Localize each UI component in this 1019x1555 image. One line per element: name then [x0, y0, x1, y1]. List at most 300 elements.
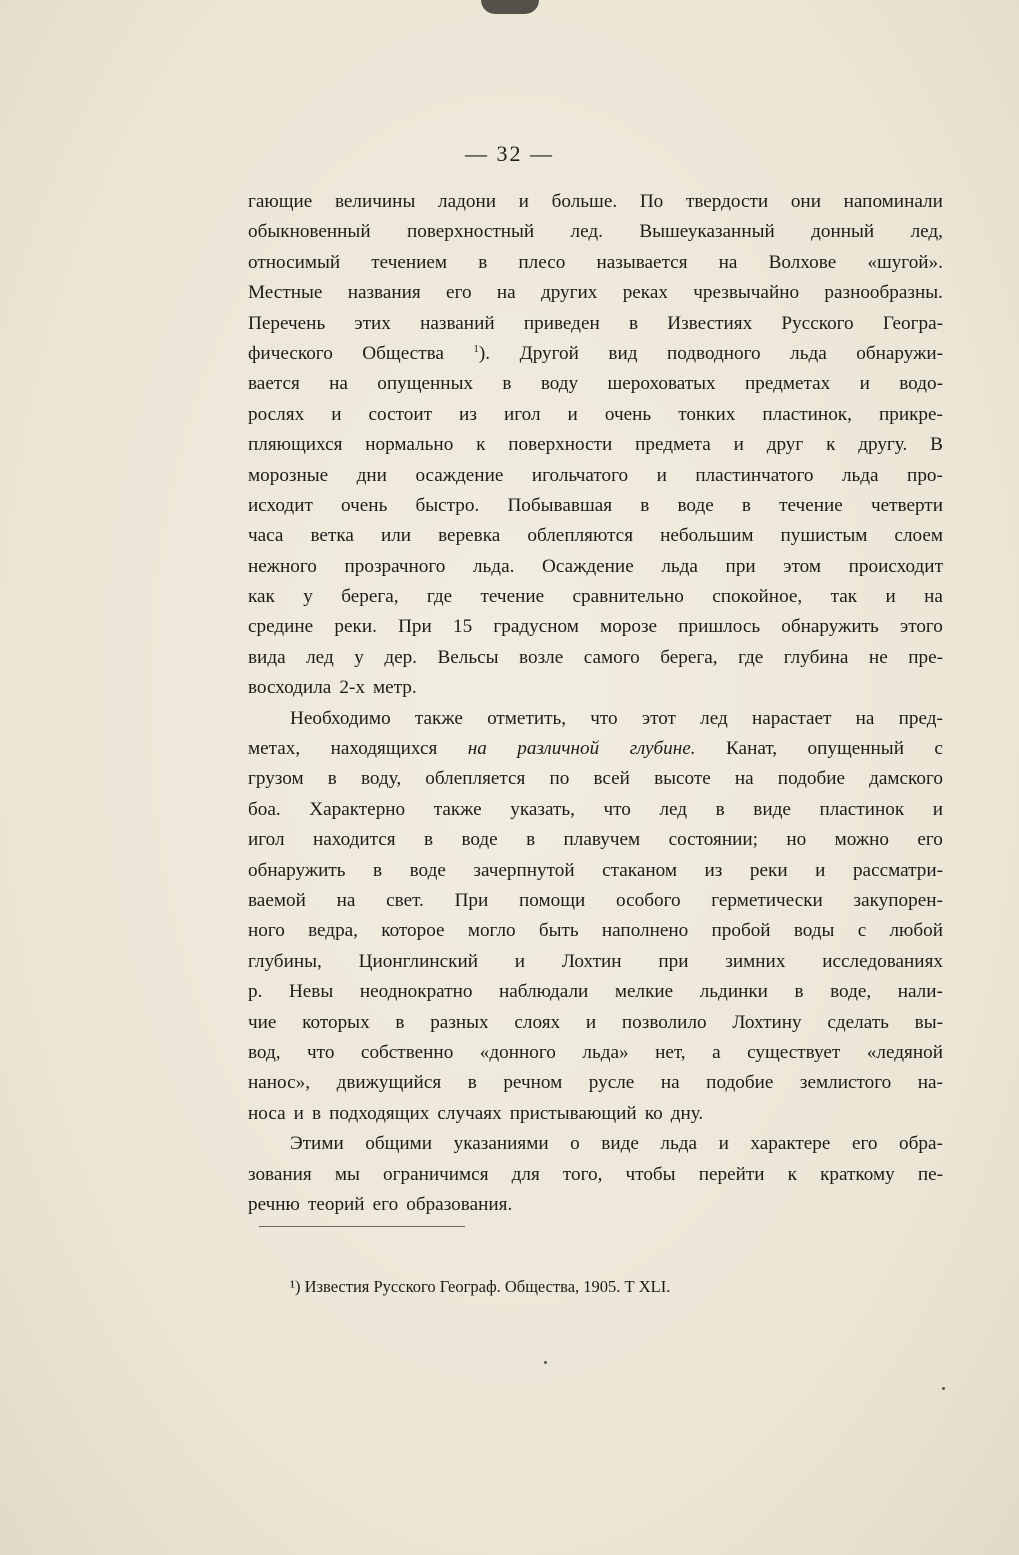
word: нормально [365, 434, 454, 456]
word: опущенных [377, 373, 474, 395]
word: также [414, 707, 463, 729]
word: предмета [635, 434, 711, 456]
word: пробой [711, 920, 771, 942]
word: льда» [582, 1041, 629, 1063]
word: грузом [248, 768, 304, 790]
word: Волхове [768, 251, 837, 273]
word: средине [248, 616, 314, 638]
word: или [380, 525, 412, 547]
text-line [248, 339, 943, 369]
text-line [248, 856, 943, 886]
word: исходит [248, 494, 313, 516]
word: глубине. [629, 738, 696, 760]
text-line [248, 1008, 943, 1038]
word: ведра, [308, 920, 358, 942]
text-line [248, 430, 943, 460]
word: по [549, 768, 570, 790]
word: того, [562, 1163, 603, 1185]
word: называется [596, 251, 688, 273]
word: возле [519, 646, 564, 668]
word: дер. [384, 646, 417, 668]
word: воде [461, 829, 498, 851]
word: других [540, 282, 598, 304]
word: относимый [248, 251, 341, 273]
word: закупорен- [853, 889, 943, 911]
page-number: — 32 — [465, 141, 554, 166]
word: стаканом [602, 859, 677, 881]
word: Перечень [248, 312, 326, 334]
text-line [248, 916, 943, 946]
word: воду, [360, 768, 402, 790]
word: виде [601, 1133, 639, 1155]
word: при [658, 950, 689, 972]
word: вы- [914, 1011, 943, 1033]
word: небольшим [660, 525, 754, 547]
word: 2-х [339, 677, 365, 699]
word: что [307, 1041, 335, 1063]
word: Лохтин [561, 950, 622, 972]
word: на [496, 282, 516, 304]
word: и [815, 859, 826, 881]
word: также [433, 798, 482, 820]
text-line [248, 309, 943, 339]
word: и [331, 403, 342, 425]
word: в [327, 768, 337, 790]
word: что [603, 798, 631, 820]
word: в [794, 981, 804, 1003]
word: этого [899, 616, 943, 638]
word: всей [593, 768, 630, 790]
word: этих [354, 312, 391, 334]
word: в [467, 1072, 477, 1094]
word: русле [588, 1072, 635, 1094]
word: нали- [897, 981, 943, 1003]
word: движущийся [336, 1072, 442, 1094]
word: пластинчатого [695, 464, 814, 486]
word: на [734, 768, 754, 790]
word: случаях [437, 1102, 502, 1124]
word: на [718, 251, 738, 273]
text-line [248, 947, 943, 977]
word: дну. [670, 1102, 704, 1124]
word: находится [312, 829, 396, 851]
word: морозе [600, 616, 658, 638]
word: глубины, [248, 950, 322, 972]
word: наполнено [601, 920, 689, 942]
word: характере [750, 1133, 831, 1155]
text-line [248, 825, 943, 855]
word: сделать [827, 1011, 889, 1033]
word: Вельсы [437, 646, 499, 668]
word: у [303, 586, 313, 608]
word: и [859, 373, 870, 395]
word: слоях [514, 1011, 561, 1033]
word: слоем [894, 525, 943, 547]
word: зачерпнутой [473, 859, 575, 881]
word: пушистым [780, 525, 868, 547]
word: к [476, 434, 486, 456]
word: самого [583, 646, 640, 668]
word: и [733, 434, 744, 456]
word: в [741, 494, 751, 516]
word: осаждение [415, 464, 504, 486]
text-line [248, 461, 943, 491]
word: течением [371, 251, 448, 273]
word: ного [248, 920, 285, 942]
word: величины [334, 191, 416, 212]
word: на [924, 586, 943, 608]
word: рослях [248, 403, 305, 425]
word: твердости [685, 191, 769, 212]
word: плесо [518, 251, 566, 273]
word: речню [248, 1193, 300, 1215]
word: общими [365, 1133, 433, 1155]
word: пристывающий [509, 1102, 637, 1124]
word: в [395, 1011, 405, 1033]
word: лед. [570, 221, 603, 243]
word: в [502, 373, 512, 395]
word: пляющихся [248, 434, 343, 456]
text-line [248, 1068, 943, 1098]
text-line [248, 217, 943, 247]
word: игольчатого [531, 464, 629, 486]
word: «шугой». [867, 251, 943, 273]
word: исследованиях [822, 950, 943, 972]
word: в [715, 798, 725, 820]
word: в [312, 1102, 322, 1124]
word: у [354, 646, 364, 668]
word: в [628, 312, 639, 334]
word: а [712, 1041, 721, 1063]
word: Невы [288, 981, 334, 1003]
word: лед [306, 646, 334, 668]
word: носа [248, 1102, 286, 1124]
word: и [885, 586, 896, 608]
word: нарастает [751, 707, 832, 729]
word: перейти [698, 1163, 765, 1185]
word: очень [341, 494, 388, 516]
body-text [248, 187, 943, 1220]
word: быстро. [415, 494, 480, 516]
word: где [426, 586, 453, 608]
word: спокойное, [712, 586, 803, 608]
word: образования. [406, 1193, 513, 1215]
word: ваемой [248, 889, 306, 911]
text-line [248, 764, 943, 794]
word: пришлось [678, 616, 761, 638]
text-line [248, 278, 943, 308]
word: поверхностный [406, 221, 535, 243]
word: опущенный [807, 738, 904, 760]
word: как [248, 586, 275, 608]
text-line [248, 400, 943, 430]
text-line [248, 248, 943, 278]
word: теорий [307, 1193, 365, 1215]
word: при [725, 555, 756, 577]
word: донный [811, 221, 875, 243]
word: и [514, 950, 526, 972]
word: герметически [711, 889, 823, 911]
word: особого [616, 889, 681, 911]
text-line [248, 977, 943, 1007]
word: Этими [290, 1133, 344, 1155]
text-line [248, 1190, 943, 1220]
word: При [398, 616, 432, 638]
word: берега, [341, 586, 399, 608]
word: другу. [858, 434, 908, 456]
word: можно [834, 829, 890, 851]
word: они [790, 191, 821, 212]
text-line [248, 369, 943, 399]
word: позволило [621, 1011, 707, 1033]
word: вается [248, 373, 300, 395]
word: землистого [799, 1072, 892, 1094]
word: и [585, 1011, 597, 1033]
word: про- [907, 464, 943, 486]
word: реки [749, 859, 788, 881]
word: вод, [248, 1041, 281, 1063]
word: мелкие [614, 981, 674, 1003]
word: чие [248, 1011, 277, 1033]
word: поверхности [508, 434, 613, 456]
word: Геогра- [882, 312, 943, 334]
word: Местные [248, 282, 323, 304]
word: в [373, 859, 383, 881]
word: чтобы [625, 1163, 676, 1185]
word: Вышеуказанный [639, 221, 775, 243]
word: 15 [452, 616, 473, 638]
word: наблюдали [499, 981, 589, 1003]
word: обнаружить [781, 616, 879, 638]
word: к [826, 434, 836, 456]
word: ограничимся [383, 1163, 489, 1185]
word: на [467, 738, 487, 760]
word: речном [503, 1072, 563, 1094]
word: на [855, 707, 875, 729]
word: $^1$). [473, 342, 491, 364]
word: По [639, 191, 664, 212]
word: отметить, [487, 707, 567, 729]
word: прозрачного [344, 555, 446, 577]
word: о [570, 1133, 580, 1155]
word: его [851, 1133, 878, 1155]
word: боа. [248, 798, 281, 820]
word: и [293, 1102, 304, 1124]
text-line [248, 704, 943, 734]
word: и [718, 1133, 729, 1155]
word: на [329, 373, 348, 395]
word: быть [538, 920, 579, 942]
word: в [640, 494, 650, 516]
word: воде [677, 494, 714, 516]
word: собственно [360, 1041, 454, 1063]
word: могло [467, 920, 516, 942]
word: из [459, 403, 477, 425]
word: метах, [248, 738, 301, 760]
word: берега, [660, 646, 718, 668]
word: приведен [523, 312, 600, 334]
word: виде [753, 798, 791, 820]
text-line [248, 521, 943, 551]
word: Характерно [309, 798, 406, 820]
word: зования [248, 1163, 312, 1185]
word: помощи [519, 889, 586, 911]
text-line [248, 1099, 943, 1129]
word: воду [540, 373, 579, 395]
word: реках [622, 282, 668, 304]
word: льда. [472, 555, 515, 577]
word: нанос», [248, 1072, 311, 1094]
word: морозные [248, 464, 329, 486]
word: на [660, 1072, 680, 1094]
word: При [454, 889, 489, 911]
word: Лохтину [732, 1011, 802, 1033]
word: которое [381, 920, 445, 942]
word: в [526, 829, 536, 851]
word: веревка [438, 525, 501, 547]
word: ко [644, 1102, 663, 1124]
footnote-divider [259, 1226, 465, 1227]
word: подходящих [329, 1102, 430, 1124]
word: воде, [830, 981, 872, 1003]
word: р. [248, 981, 263, 1003]
word: вида [248, 646, 286, 668]
word: шероховатых [607, 373, 716, 395]
text-line [248, 795, 943, 825]
word: свет. [386, 889, 424, 911]
word: чрезвычайно [693, 282, 800, 304]
word: любой [889, 920, 943, 942]
word: происходит [848, 555, 943, 577]
word: и [567, 403, 578, 425]
word: пре- [908, 646, 943, 668]
word: в [478, 251, 488, 273]
text-line [248, 734, 943, 764]
word: градусном [493, 616, 579, 638]
word: краткому [820, 1163, 895, 1185]
word: обыкновенный [248, 221, 371, 243]
word: и [656, 464, 667, 486]
word: разных [430, 1011, 489, 1033]
word: подводного [666, 342, 761, 364]
word: и [518, 191, 529, 212]
word: льдинки [699, 981, 768, 1003]
word: мы [334, 1163, 360, 1185]
word: лед, [910, 221, 943, 243]
text-line [248, 1129, 943, 1159]
word: обнаружить [248, 859, 346, 881]
word: сравнительно [572, 586, 684, 608]
word: водо- [899, 373, 943, 395]
word: так [830, 586, 858, 608]
word: льда [790, 342, 827, 364]
word: в [424, 829, 434, 851]
word: но [786, 829, 807, 851]
word: дамского [869, 768, 943, 790]
word: дни [356, 464, 387, 486]
word: и [932, 798, 943, 820]
word: тонких [678, 403, 736, 425]
word: лед [700, 707, 728, 729]
word: Побывавшая [507, 494, 613, 516]
word: названия [347, 282, 421, 304]
word: прикре- [878, 403, 943, 425]
word: игол [248, 829, 285, 851]
word: плавучем [563, 829, 641, 851]
word: с [934, 738, 943, 760]
word: обра- [899, 1133, 943, 1155]
word: указаниями [453, 1133, 549, 1155]
text-line [248, 187, 943, 217]
word: воде [409, 859, 446, 881]
word: не [868, 646, 888, 668]
word: больше. [551, 191, 618, 212]
paper-speck [544, 1361, 547, 1364]
word: к [787, 1163, 797, 1185]
word: часа [248, 525, 284, 547]
word: на- [917, 1072, 943, 1094]
word: Известиях [667, 312, 753, 334]
word: ветка [310, 525, 354, 547]
word: облепляются [527, 525, 634, 547]
text-line [248, 612, 943, 642]
word: его [446, 282, 472, 304]
word: игол [503, 403, 541, 425]
word: из [704, 859, 723, 881]
word: Необходимо [290, 707, 391, 729]
word: течение [779, 494, 843, 516]
word: Другой [519, 342, 579, 364]
word: Канат, [726, 738, 778, 760]
word: течение [480, 586, 545, 608]
word: которых [302, 1011, 370, 1033]
word: его [917, 829, 943, 851]
word: льда [661, 555, 698, 577]
word: что [590, 707, 618, 729]
word: предметах [745, 373, 831, 395]
word: находящихся [330, 738, 438, 760]
word: пластинок [819, 798, 905, 820]
text-line [248, 673, 943, 703]
text-line [248, 886, 943, 916]
word: В [930, 434, 943, 456]
word: фического [248, 342, 333, 364]
word: пред- [898, 707, 943, 729]
word: существует [747, 1041, 841, 1063]
word: его [372, 1193, 399, 1215]
word: реки. [334, 616, 377, 638]
word: подобие [706, 1072, 774, 1094]
word: состоянии; [668, 829, 758, 851]
word: облепляется [425, 768, 526, 790]
word: разнообразны. [824, 282, 943, 304]
word: четверти [870, 494, 943, 516]
text-line [248, 552, 943, 582]
word: вид [608, 342, 638, 364]
word: Общества [362, 342, 444, 364]
word: метр. [373, 677, 417, 699]
word: обнаружи- [856, 342, 943, 364]
word: гающие [248, 191, 313, 212]
word: пе- [917, 1163, 943, 1185]
word: лед [659, 798, 688, 820]
text-line [248, 643, 943, 673]
word: с [857, 920, 867, 942]
word: названий [420, 312, 495, 334]
word: нет, [655, 1041, 686, 1063]
word: пластинок, [762, 403, 852, 425]
word: где [738, 646, 764, 668]
